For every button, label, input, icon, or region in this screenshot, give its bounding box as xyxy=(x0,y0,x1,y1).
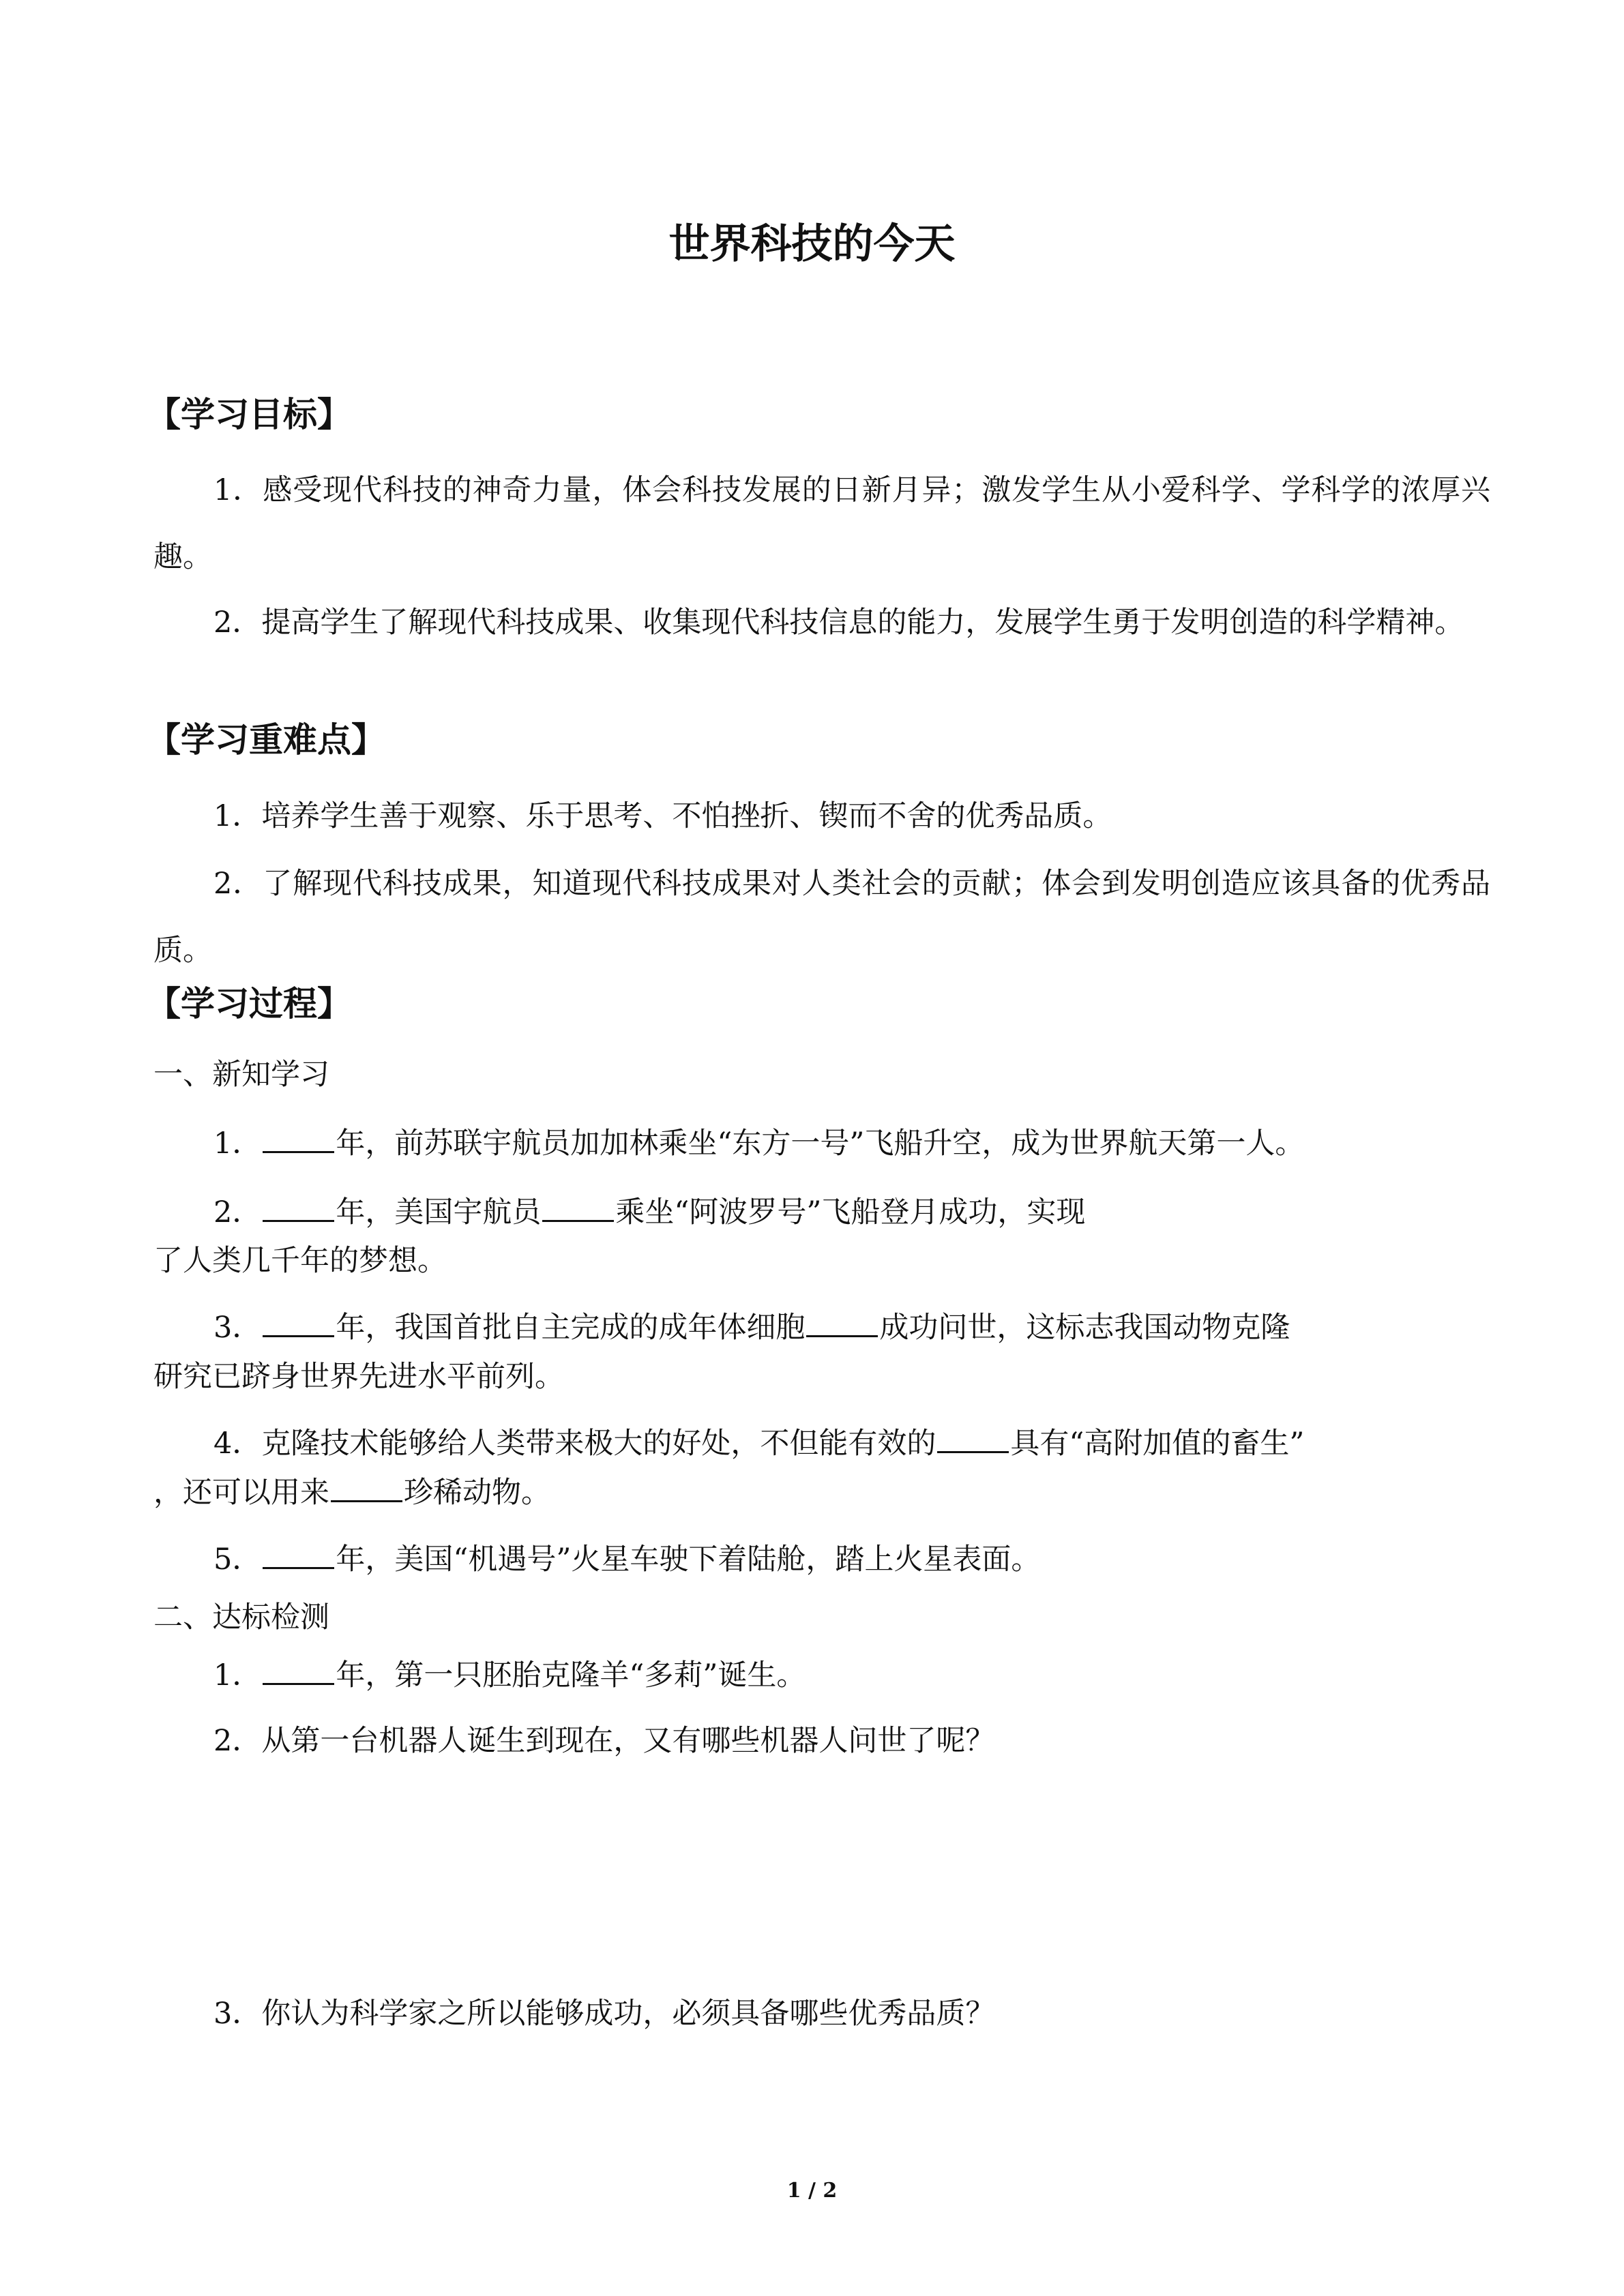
check-item-2: 2．从第一台机器人诞生到现在，又有哪些机器人问世了呢？ xyxy=(213,1724,995,1758)
fill-item-2-tail: 乘坐“阿波罗号”飞船登月成功，实现 xyxy=(615,1195,1086,1229)
fill-item-1: 1． 年，前苏联宇航员加加林乘坐“东方一号”飞船升空，成为世界航天第一人。 xyxy=(213,1127,1305,1161)
objective-item-1: 1．感受现代科技的神奇力量，体会科技发展的日新月异；激发学生从小爱科学、学科学的浓厚兴趣。 xyxy=(153,473,1490,574)
key-point-item-1: 1．培养学生善于观察、乐于思考、不怕挫折、锲而不舍的优秀品质。 xyxy=(213,799,1112,833)
objective-item-2: 2．提高学生了解现代科技成果、收集现代科技信息的能力，发展学生勇于发明创造的科学精神。 xyxy=(213,606,1464,640)
fill-item-3-tail: 成功问世，这标志我国动物克隆 xyxy=(879,1311,1290,1345)
fill-item-2-wrap: 了人类几千年的梦想。 xyxy=(153,1244,447,1278)
answer-blank[interactable] xyxy=(263,1214,334,1222)
document-title: 世界科技的今天 xyxy=(668,220,956,268)
check-item-1: 1． 年，第一只胚胎克隆羊“多莉”诞生。 xyxy=(213,1658,806,1693)
check-item-3: 3．你认为科学家之所以能够成功，必须具备哪些优秀品质？ xyxy=(213,1997,995,2031)
part1-title: 一、新知学习 xyxy=(153,1058,329,1092)
key-point-item-2: 2．了解现代科技成果，知道现代科技成果对人类社会的贡献；体会到发明创造应该具备的优秀品质。 xyxy=(153,867,1490,968)
fill-item-4: 4．克隆技术能够给人类带来极大的好处，不但能有效的 具有“高附加值的畜生” xyxy=(213,1427,1305,1461)
heading-process: 【学习过程】 xyxy=(147,984,351,1024)
answer-blank[interactable] xyxy=(263,1330,334,1337)
fill-item-2: 2． 年，美国宇航员 乘坐“阿波罗号”飞船登月成功，实现 xyxy=(213,1195,1086,1229)
answer-blank[interactable] xyxy=(263,1678,334,1685)
fill-item-3: 3． 年，我国首批自主完成的成年体细胞 成功问世，这标志我国动物克隆 xyxy=(213,1311,1290,1345)
fill-item-4-tail: 具有“高附加值的畜生” xyxy=(1010,1427,1305,1461)
answer-blank[interactable] xyxy=(331,1495,402,1502)
answer-blank[interactable] xyxy=(806,1330,878,1337)
answer-blank[interactable] xyxy=(937,1446,1009,1453)
heading-key-points: 【学习重难点】 xyxy=(147,720,385,760)
part2-title: 二、达标检测 xyxy=(153,1600,329,1635)
answer-blank[interactable] xyxy=(263,1146,334,1153)
fill-item-4-wrap: ，还可以用来 珍稀动物。 xyxy=(153,1476,550,1510)
fill-item-3-wrap: 研究已跻身世界先进水平前列。 xyxy=(153,1360,564,1394)
answer-blank[interactable] xyxy=(542,1214,614,1222)
fill-item-5: 5． 年，美国“机遇号”火星车驶下着陆舱，踏上火星表面。 xyxy=(213,1542,1041,1577)
answer-blank[interactable] xyxy=(263,1562,334,1569)
page-number: 1 / 2 xyxy=(786,2179,838,2203)
heading-objectives: 【学习目标】 xyxy=(147,395,351,434)
